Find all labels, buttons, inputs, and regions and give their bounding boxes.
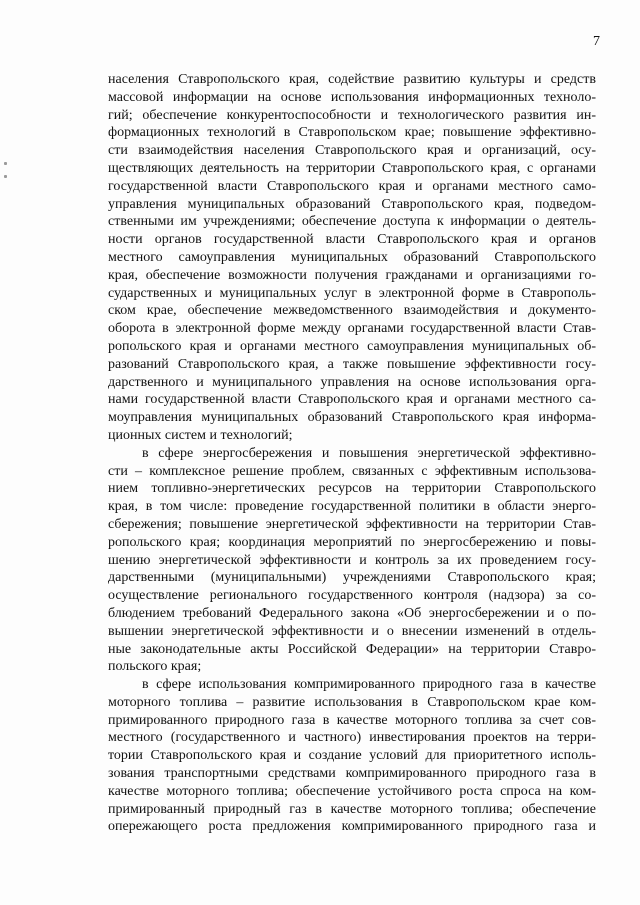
text-line: ропольского края и органами местного самоуправления муниципальных об- — [108, 338, 596, 354]
text-line: сти взаимодействия населения Ставропольского края и организаций, осу- — [108, 143, 596, 159]
text-line: в сфере использования компримированного природного газа в качестве — [142, 677, 596, 693]
text-line: польского края; — [108, 659, 202, 675]
text-line: моуправления муниципальных образований Ставропольского края информа- — [108, 410, 596, 426]
text-line: примированный природный газ в качестве моторного топлива; обеспечение — [108, 801, 596, 817]
text-line: сбережения; повышение энергетической эффективности на территории Став- — [108, 516, 596, 532]
text-line: края, в том числе: проведение государственной политики в области энерго- — [108, 499, 596, 515]
text-line: моторного топлива – развитие использования в Ставропольском крае ком- — [108, 694, 596, 710]
text-line: качестве моторного топлива; обеспечение устойчивого роста спроса на ком- — [108, 783, 596, 799]
text-line: ском крае, обеспечение межведомственного взаимодействия и документо- — [108, 303, 596, 319]
text-line: населения Ставропольского края, содействие развитию культуры и средств — [108, 72, 596, 87]
text-line: разований Ставропольского края, а также повышение эффективности госу- — [108, 356, 596, 372]
text-line: тории Ставропольского края и создание условий для приоритетного исполь- — [108, 748, 596, 764]
text-line: осуществление регионального государственного контроля (надзора) за со- — [108, 588, 596, 604]
text-line: нами государственной власти Ставропольского края и органами местного са- — [108, 392, 596, 408]
text-line: ности органов государственной власти Ставропольского края и органов — [108, 232, 596, 248]
text-line: вышении энергетической эффективности и о внесении изменений в отдель- — [108, 623, 596, 639]
page-number: 7 — [593, 34, 600, 49]
text-line: ные законодательные акты Российской Федерации» на территории Ставро- — [108, 641, 596, 657]
text-line: государственной власти Ставропольского края и органами местного само- — [108, 178, 596, 194]
text-line: ропольского края; координация мероприятий по энергосбережению и повы- — [108, 534, 596, 550]
text-line: местного самоуправления муниципальных образований Ставропольского — [108, 249, 596, 265]
text-line: местного (государственного и частного) инвестирования проектов на терри- — [108, 730, 596, 746]
text-line: сти – комплексное решение проблем, связанных с эффективным использова- — [108, 463, 596, 479]
scan-margin-mark — [4, 175, 7, 178]
text-line: зования транспортными средствами компримированного природного газа в — [108, 766, 596, 782]
text-line: сударственных и муниципальных услуг в электронной форме в Ставрополь- — [108, 285, 596, 301]
text-line: ществляющих деятельность на территории Ставропольского края, с органами — [108, 160, 596, 176]
text-line: дарственного и муниципального управления на основе использования орга- — [108, 374, 596, 390]
text-line: управления муниципальных образований Ставропольского края, подведом- — [108, 196, 596, 212]
text-line: нием топливно-энергетических ресурсов на территории Ставропольского — [108, 481, 596, 497]
scan-margin-mark — [4, 162, 7, 165]
text-line: шению энергетической эффективности и контроль за их проведением госу- — [108, 552, 596, 568]
text-line: края, обеспечение возможности получения гражданами и организациями го- — [108, 267, 596, 283]
text-line: формационных технологий в Ставропольском крае; повышение эффективно- — [108, 125, 596, 141]
text-line: опережающего роста предложения компримированного природного газа и — [108, 819, 596, 835]
text-line: оборота в электронной форме между органами государственной власти Став- — [108, 321, 596, 337]
document-body-text — [108, 71, 596, 836]
text-line: массовой информации на основе использования информационных техноло- — [108, 89, 596, 105]
text-line: блюдением требований Федерального закона «Об энергосбережении и о по- — [108, 605, 596, 621]
text-line: примированного природного газа в качестве моторного топлива за счет сов- — [108, 712, 596, 728]
text-line: ционных систем и технологий; — [108, 427, 293, 443]
text-line: дарственными (муниципальными) учреждениями Ставропольского края; — [108, 570, 596, 586]
text-line: ственными им учреждениями; обеспечение доступа к информации о деятель- — [108, 214, 596, 230]
text-line: гий; обеспечение конкурентоспособности и технологического развития ин- — [108, 107, 596, 123]
text-line: в сфере энергосбережения и повышения энергетической эффективно- — [142, 445, 596, 461]
